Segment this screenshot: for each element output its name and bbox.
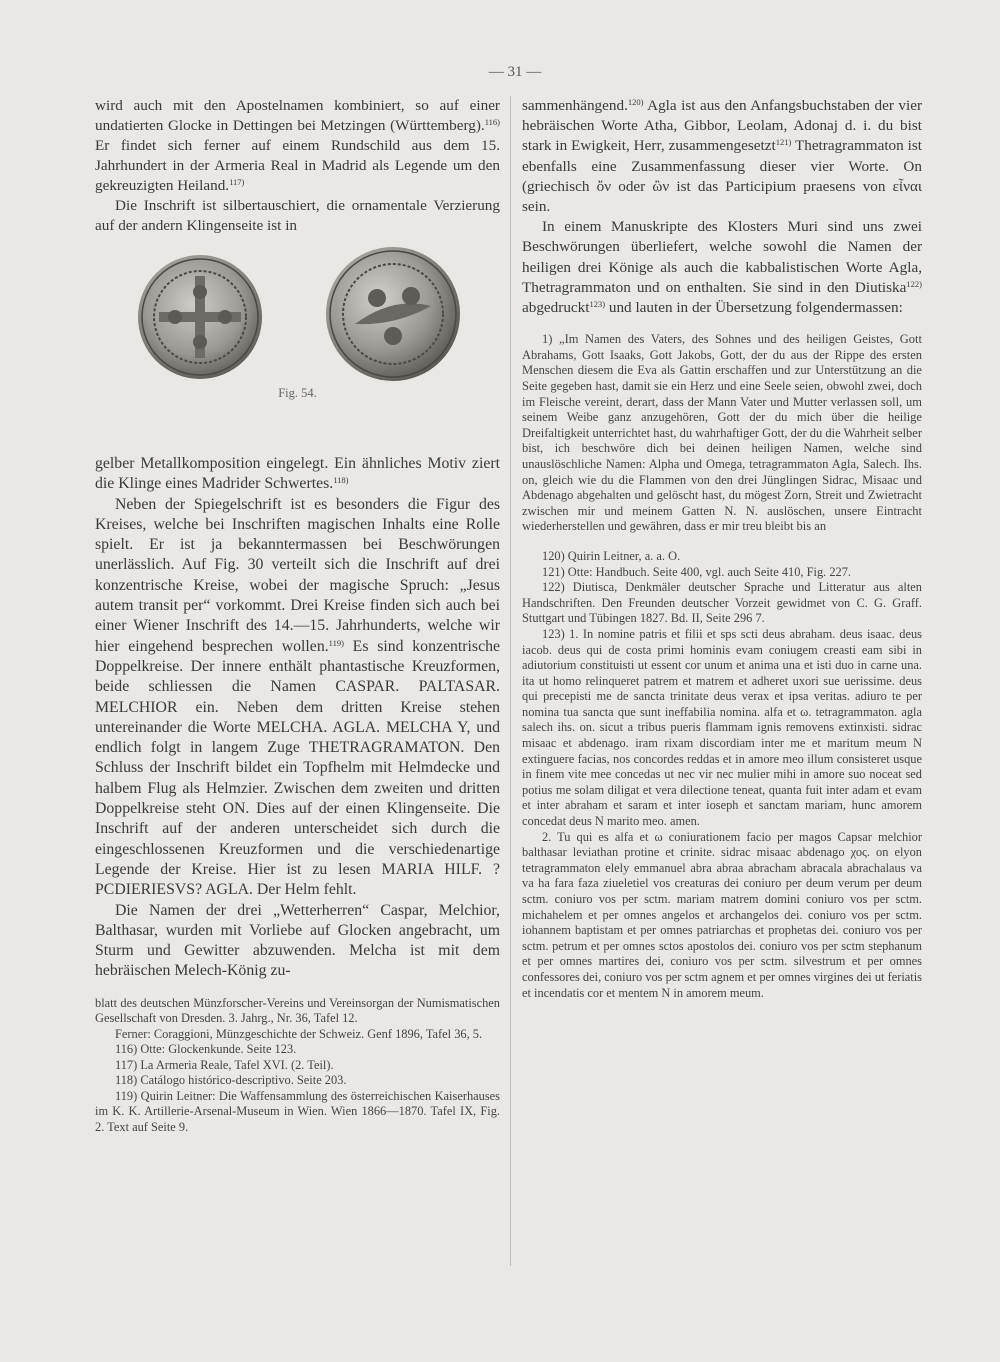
paragraph: In einem Manuskripte des Klosters Muri sind uns zwei Beschwörungen überliefert, welche sowohl die Namen der heiligen drei Könige als auch die kabbalistischen Worte Agla, Thetragrammaton und on enthalten. Sie sind in den Diutiska$^{122)}$ abgedruckt$^{123)}$ und lauten in der Übersetzung folgendermassen: [522,218,922,317]
footnote-ref: 119) [328,637,344,648]
paragraph: Die Namen der drei „Wetterherren“ Caspar, Melchior, Balthasar, wurden mit Vorliebe auf Glocken angebracht, um Sturm und Gewitter abzuwenden. Melcha ist mit dem hebräischen Melech-König zu- [95,901,500,980]
quoted-incantation [522,332,922,535]
footnotes [95,996,500,1136]
footnote: 119) Quirin Leitner: Die Waffensammlung des österreichischen Kaiserhauses im K. K. Artillerie-Arsenal-Museum in Wien. Wien 1866—1870. Tafel IX, Fig. 2. Text auf Seite 9. [95,1088,500,1134]
footnote: 118) Catálogo histórico-descriptivo. Seite 203. [115,1073,347,1088]
footnotes [522,549,922,1001]
footnote: Ferner: Coraggioni, Münzgeschichte der Schweiz. Genf 1896, Tafel 36, 5. [115,1026,483,1041]
footnote: 117) La Armeria Reale, Tafel XVI. (2. Teil). [115,1057,334,1072]
paragraph: Neben der Spiegelschrift ist es besonders die Figur des Kreises, welche bei Inschriften magischen Inhalts eine Rolle spielt. Er ist ja bekanntermassen bei Beschwörungen unerlässlich. Auf Fig. 30 verteilt sich die Inschrift auf drei konzentrische Kreise, wobei der magische Spruch: „Jesus autem transit per“ vorkommt. Drei Kreise finden sich auch bei einer Wiener Inschrift des 14.—15. Jahrhunderts, welche wir hier eingehend besprechen wollen.$^{119)}$ Es sind konzentrische Doppelkreise. Der innere enthält phantastische Kreuzformen, beide schliessen die Namen CASPAR. PALTASAR. MELCHIOR ein. Neben dem dritten Kreise stehen untereinander die Worte MELCHA. AGLA. MELCHA Y, und endlich folgt in langem Zuge THETRAGRAMATON. Den Schluss der Inschrift bildet ein Topfhelm mit Helmdecke und halbem Flug als Helmzier. Zwischen dem zweiten und dritten Doppelkreise steht ON. Dies auf der einen Klingenseite. Die Inschrift auf der anderen unterscheidet sich durch die eingeschlossenen Kreuzformen und die verschiedenartige Legende der Kreise. Hier ist zu lesen MARIA HILF. ?PCDIERIESVS? AGLA. Der Helm fehlt. [95,495,500,899]
footnote-ref: 122) [906,278,922,289]
right-column [522,96,922,1001]
paragraph: wird auch mit den Apostelnamen kombiniert, so auf einer undatierten Glocke in Dettingen bei Metzingen (Württemberg).$^{116)}$ Er findet sich ferner auf einem Rundschild aus dem 15. Jahrhundert in der Armeria Real in Madrid als Legende um den gekreuzigten Heiland.$^{117)}$ [95,97,500,194]
footnote: 2. Tu qui es alfa et ω coniurationem facio per magos Capsar melchior balthasar leviathan protine et crinite. sidrac misaac abdenago χος. on elyon tetragrammaton elely emmanuel abra abraa abracham abracala abrachalaus va va ha fara faza zіueletiel vos creaturas dei coniuro per deum verum per deum sctm. coniuro vos per sctm. mariam matrem domini coniuro vos per sctm. michahelem et per omnes angelos et archangelos dei. coniuro vos per sctm. iohannem baptistam et per omnes patriarchas et prophetas dei. coniuro vos per sctm. petrum et per omnes sctos apostolos dei. coniuro vos per sctm stephanum et per omnes martires dei, coniuro vos per sctm. silvestrum et per omnes confessores dei, coniuro vos per sctm agnem et per omnes virgines dei ut feriatis et incendatis cor et mentem N in amorem meum. [522,829,922,1000]
footnote-ref: 117) [229,177,245,187]
footnote-ref: 123) [589,299,606,310]
footnote-ref: 116) [484,117,500,127]
coin-image [137,254,263,380]
footnote: 122) Diutisca, Denkmäler deutscher Sprache und Litteratur aus alten Handschriften. Den Freunden deutscher Vorzeit gewidmet von C. G. Graff. Stuttgart und Tübingen 1827. Bd. II, Seite 296 7. [522,580,922,626]
footnote-ref: 118) [333,475,349,486]
footnote: 121) Otte: Handbuch. Seite 400, vgl. auch Seite 410, Fig. 227. [542,564,852,579]
footnote-ref: 121) [775,137,792,148]
coin-image [325,246,461,382]
footnote: 120) Quirin Leitner, a. a. O. [542,548,681,563]
footnote: 116) Otte: Glockenkunde. Seite 123. [115,1042,297,1057]
footnote-ref: 120) [627,97,644,107]
page-number: — 31 — [488,64,542,80]
footnote: blatt des deutschen Münzforscher-Vereins und Vereinsorgan der Numismatischen Gesellschaft von Dresden. 3. Jahrg., Nr. 36, Tafel 12. [95,995,500,1026]
paragraph: sammenhängend.$^{120)}$ Agla ist aus den Anfangsbuchstaben der vier hebräischen Worte Atha, Gibbor, Leolam, Adonaj d. i. du bist stark in Ewigkeit, Herr, zusammengesetzt$^{121)}$ Thetragrammaton ist ebenfalls eine Zusammenfassung dieser vier Worte. On (griechisch ὄν oder ὢν ist das Participium praesens von εἶναι sein. [522,97,922,216]
left-column [95,96,500,1135]
figure-caption: Fig. 54. [278,386,317,400]
column-divider [510,96,511,1266]
quote-text: 1) „Im Namen des Vaters, des Sohnes und des heiligen Geistes, Gott Abrahams, Gott Isaaks, Gott Jakobs, Gott, der du aus der Rippe des ersten Menschen diesem die Eva als Gattin erschaffen und zur Unterstützung an die Seite gegeben hast, damit sie ein Herz und eine Seele seien, obwohl zwei, doch im Fleische vereint, derart, dass der Mann Vater und Mutter verlassen soll, um seinem Weibe ganz anzugehören, Gott der du mich über die heilige Dreifaltigkeit unterrichtet hast, du wahrhaftiger Gott, der du die Wahrheit selber bist, ich beschwöre dich bei deinen heiligen Namen, welche sind unauslöschliche Namen: Alpha und Omega, tetragrammaton Agla, Salech. Ihs. on, gleich wie du die Flammen von den drei Jünglingen Sidrac, Misaac und Abdenago abgehalten und gelöscht hast, du mögest Zorn, Streit und Zwietracht zwischen mir und meinem Gatten N. N. auslöschen, unsere Eintracht wiederherstellen und gewähren, dass er mir treu bleibt bis an [522,332,923,534]
footnote: 123) 1. In nomine patris et filii et sps scti deus abraham. deus isaac. deus iacob. deus qui de costa primi hominis evam coniugem creasti eam sibi in adiutorium constituisti ut essent cor unum et anima una et isti duo in carne una. ita ut homo relinqueret patrem et matrem et adheret uxori sue uerissime. deus qui precepisti me de sancta trinitate deus verax et ipsa veritas. adiuro te per nomina tua sancta que sunt ineffabilia nomina. alfa et ω. tetragrammaton. agla salech ihs. on. sicut a tribus pueris flammam ignis removens extinxisti. sidrac misaac et abdenago. iram rixam discordiam inter me et maritum meum N extinguere facias, nos concordes reddas et in amore meo illum consisteret usque in finem vite mee concedas ut nec vir nec mulier mihi in amore suo noceat sed potius me solam diligat et vera dilectione teneat, quanta fuit inter adam et evam et inter abraham et saram et inter ioseph et sanctam mariam, hunc amorem concedat deus N marito meo. amen. [522,626,922,829]
figure-coins [95,246,500,454]
paragraph: gelber Metallkomposition eingelegt. Ein ähnliches Motiv ziert die Klinge eines Madrider Schwertes.$^{118)}$ [95,455,500,493]
paragraph: Die Inschrift ist silbertauschiert, die ornamentale Verzierung auf der andern Klingenseite ist in [95,197,500,234]
